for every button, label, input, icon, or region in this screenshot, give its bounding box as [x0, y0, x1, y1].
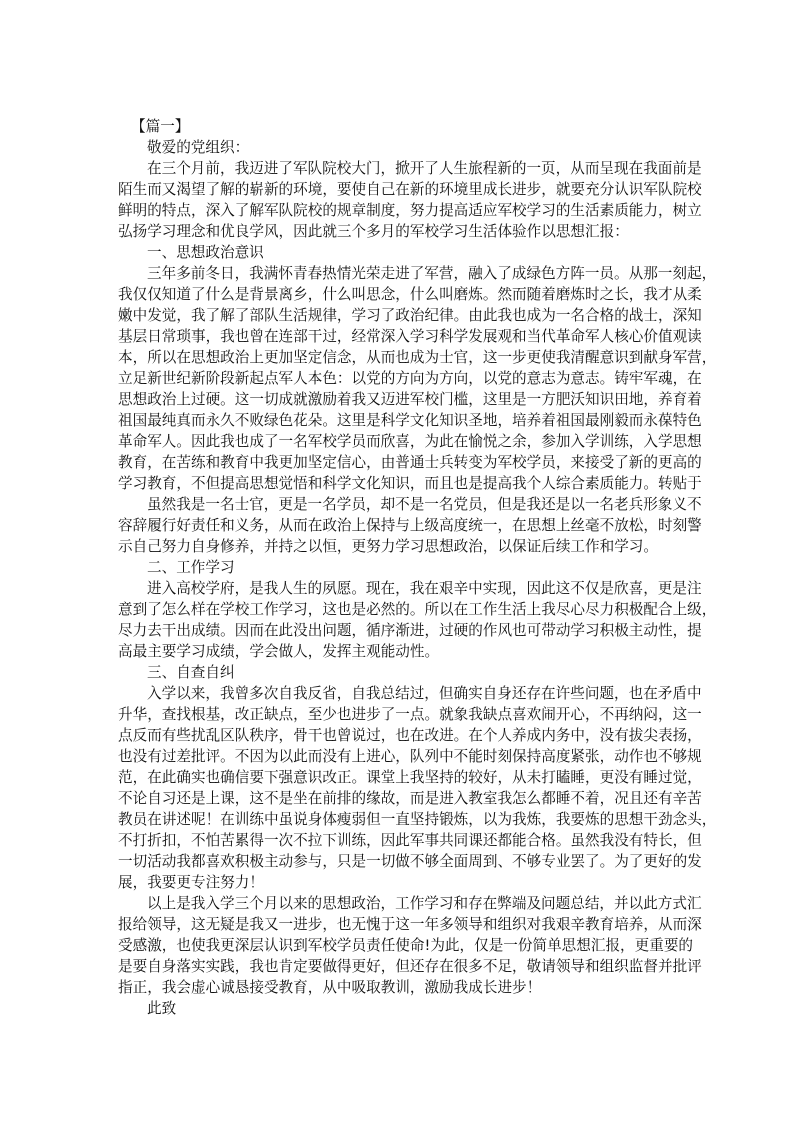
text-line: 示自己努力自身修养，并持之以恒，更努力学习思想政治，以保证后续工作和学习。	[118, 538, 658, 555]
text-line: 展，我要更专注努力！	[118, 874, 264, 891]
text-line: 虽然我是一名士官，更是一名学员，却不是一名党员，但是我还是以一名老兵形象义不	[147, 496, 702, 513]
text-line: 本，所以在思想政治上更加坚定信念，从而也成为士官，这一步更使我清醒意识到献身军营，	[118, 349, 717, 366]
text-line: 教育，在苦练和教育中我更加坚定信心，由普通士兵转变为军校学员，来接受了新的更高的	[118, 454, 702, 471]
section-heading-3: 三、自查自纠	[147, 664, 235, 681]
text-line: 陌生而又渴望了解的崭新的环境，要使自己在新的环境里成长进步，就要充分认识军队院校	[118, 181, 702, 198]
text-line: 基层日常琐事，我也曾在连部干过，经常深入学习科学发展观和当代革命军人核心价值观读	[118, 328, 702, 345]
text-line: 报给领导，这无疑是我又一进步，也无愧于这一年多领导和组织对我艰辛教育培养，从而深	[118, 916, 702, 933]
section1-paragraph1	[118, 263, 717, 494]
text-line: 弘扬学习理念和优良学风，因此就三个多月的军校学习生活体验作以思想汇报：	[118, 223, 629, 240]
text-line: 革命军人。因此我也成了一名军校学员而欣喜，为此在愉悦之余，参加入学训练，入学思想	[118, 433, 702, 450]
section1-paragraph2	[118, 494, 702, 557]
closing-paragraph	[118, 893, 702, 998]
text-line: 入学以来，我曾多次自我反省，自我总结过，但确实自身还存在许些问题，也在矛盾中	[147, 685, 702, 702]
sign-off: 此致	[147, 1000, 177, 1017]
text-line: 思想政治上过硬。这一切成就激励着我又迈进军校门槛，这里是一方肥沃知识田地，养育着	[118, 391, 702, 408]
section-heading-1: 一、思想政治意识	[147, 244, 264, 261]
text-line: 点反而有些扰乱区队秩序，骨干也曾说过，也在改进。在个人养成内务中，没有拔尖表扬，	[118, 727, 702, 744]
text-line: 一切活动我都喜欢积极主动参与，只是一切做不够全面周到、不够专业罢了。为了更好的发	[118, 853, 702, 870]
text-line: 意到了怎么样在学校工作学习，这也是必然的。所以在工作生活上我尽心尽力积极配合上级，	[118, 601, 717, 618]
intro-paragraph	[118, 158, 702, 242]
text-line: 也没有过差批评。不因为以此而没有上进心，队列中不能时刻保持高度紧张，动作也不够规	[118, 748, 702, 765]
text-line: 范，在此确实也确信要下强意识改正。课堂上我坚持的较好，从未打瞌睡，更没有睡过觉，	[118, 769, 702, 786]
text-line: 教员在讲述呢！在训练中虽说身体瘦弱但一直坚持锻炼，以为我炼，我要炼的思想干劲念头，	[118, 811, 717, 828]
text-line: 以上是我入学三个月以来的思想政治，工作学习和存在弊端及问题总结，并以此方式汇	[147, 895, 702, 912]
text-line: 是要自身落实实践，我也肯定要做得更好，但还存在很多不足，敬请领导和组织监督并批评	[118, 958, 702, 975]
text-line: 鲜明的特点，深入了解军队院校的规章制度，努力提高适应军校学习的生活素质能力，树立	[118, 202, 702, 219]
text-line: 指正，我会虚心诚恳接受教育，从中吸取教训，激励我成长进步！	[118, 979, 542, 996]
text-line: 祖国最纯真而永久不败绿色花朵。这里是科学文化知识圣地，培养着祖国最刚毅而永葆特色	[118, 412, 702, 429]
text-line: 学习教育，不但提高思想觉悟和科学文化知识，而且也是提高我个人综合素质能力。转贴于	[118, 475, 702, 492]
text-line: 受感激，也使我更深层认识到军校学员责任使命!为此，仅是一份简单思想汇报，更重要的	[118, 937, 694, 954]
text-line: 三年多前冬日，我满怀青春热情光荣走进了军营，融入了成绿色方阵一员。从那一刻起，	[147, 265, 717, 282]
text-line: 在三个月前，我迈进了军队院校大门，掀开了人生旅程新的一页，从而呈现在我面前是	[147, 160, 702, 177]
section-heading-2: 二、工作学习	[147, 559, 235, 576]
text-line: 升华，查找根基，改正缺点，至少也进步了一点。就象我缺点喜欢闹开心，不再纳闷，这一	[118, 706, 702, 723]
document-page	[118, 116, 717, 1019]
text-line: 立足新世纪新阶段新起点军人本色：以党的方向为方向，以党的意志为意志。铸牢军魂，在	[118, 370, 702, 387]
section2-paragraph	[118, 578, 717, 662]
text-line: 高最主要学习成绩，学会做人，发挥主观能动性。	[118, 643, 440, 660]
section3-paragraph	[118, 683, 717, 893]
text-line: 容辞履行好责任和义务，从而在政治上保持与上级高度统一，在思想上丝毫不放松，时刻警	[118, 517, 702, 534]
text-line: 不论自习还是上课，这不是坐在前排的缘故，而是进入教室我怎么都睡不着，况且还有辛苦	[118, 790, 702, 807]
text-line: 不打折扣，不怕苦累得一次不拉下训练，因此军事共同课还都能合格。虽然我没有特长，但	[118, 832, 702, 849]
salutation: 敬爱的党组织：	[147, 139, 250, 156]
text-line: 嫩中发觉，我了解了部队生活规律，学习了政治纪律。由此我也成为一名合格的战士，深知	[118, 307, 702, 324]
text-line: 进入高校学府，是我人生的夙愿。现在，我在艰辛中实现，因此这不仅是欣喜，更是注	[147, 580, 702, 597]
document-title: 【篇一】	[131, 118, 190, 135]
text-line: 我仅仅知道了什么是背景离乡，什么叫思念，什么叫磨炼。然而随着磨炼时之长，我才从柔	[118, 286, 702, 303]
text-line: 尽力去干出成绩。因而在此没出问题，循序渐进，过硬的作风也可带动学习积极主动性，提	[118, 622, 702, 639]
